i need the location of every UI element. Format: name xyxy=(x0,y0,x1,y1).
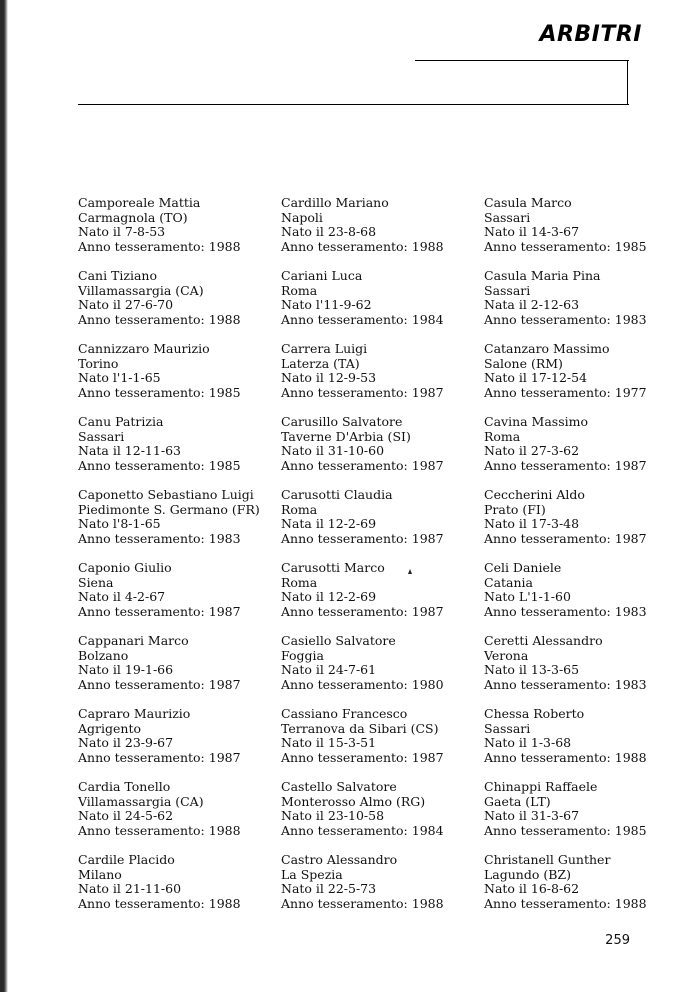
referee-name: Cannizzaro Maurizio xyxy=(78,341,210,356)
referee-city: Salone (RM) xyxy=(484,355,563,371)
referee-birth-date: Nato il 24-5-62 xyxy=(78,808,174,824)
referee-city: Villamassargia (CA) xyxy=(78,793,204,809)
referee-registration-year: Anno tesseramento: 1983 xyxy=(78,530,241,546)
referee-entry xyxy=(281,415,481,488)
page-number: 259 xyxy=(605,933,630,948)
referee-city: Roma xyxy=(484,428,521,444)
referee-registration-year: Anno tesseramento: 1988 xyxy=(78,311,241,327)
referee-entry xyxy=(78,488,278,561)
referee-column-1 xyxy=(78,196,278,926)
referee-registration-year: Anno tesseramento: 1985 xyxy=(484,822,647,838)
referee-city: Foggia xyxy=(281,647,324,663)
referee-birth-date: Nata il 12-11-63 xyxy=(78,443,181,459)
referee-registration-year: Anno tesseramento: 1988 xyxy=(484,749,647,765)
referee-birth-date: Nata il 12-2-69 xyxy=(281,516,377,532)
referee-entry xyxy=(281,488,481,561)
referee-registration-year: Anno tesseramento: 1985 xyxy=(484,238,647,254)
referee-birth-date: Nato il 12-9-53 xyxy=(281,370,377,386)
referee-name: Cavina Massimo xyxy=(484,414,589,429)
referee-name: Casula Maria Pina xyxy=(484,268,601,283)
referee-name: Caponio Giulio xyxy=(78,560,172,575)
referee-birth-date: Nato il 23-10-58 xyxy=(281,808,385,824)
referee-name: Cappanari Marco xyxy=(78,633,189,648)
referee-city: Gaeta (LT) xyxy=(484,793,551,809)
referee-city: Monterosso Almo (RG) xyxy=(281,793,426,809)
referee-name: Castello Salvatore xyxy=(281,779,397,794)
referee-city: Lagundo (BZ) xyxy=(484,866,571,882)
referee-name: Carusotti Claudia xyxy=(281,487,393,502)
referee-registration-year: Anno tesseramento: 1988 xyxy=(281,895,444,911)
referee-registration-year: Anno tesseramento: 1983 xyxy=(484,311,647,327)
referee-entry xyxy=(281,561,481,634)
referee-birth-date: Nato il 19-1-66 xyxy=(78,662,174,678)
referee-name: Castro Alessandro xyxy=(281,852,398,867)
referee-registration-year: Anno tesseramento: 1988 xyxy=(78,238,241,254)
referee-birth-date: Nato l'8-1-65 xyxy=(78,516,161,532)
referee-registration-year: Anno tesseramento: 1985 xyxy=(78,457,241,473)
referee-registration-year: Anno tesseramento: 1987 xyxy=(281,603,444,619)
referee-registration-year: Anno tesseramento: 1988 xyxy=(281,238,444,254)
referee-registration-year: Anno tesseramento: 1987 xyxy=(281,457,444,473)
referee-name: Carusotti Marco xyxy=(281,560,385,575)
referee-name: Cardile Placido xyxy=(78,852,175,867)
referee-registration-year: Anno tesseramento: 1987 xyxy=(484,457,647,473)
referee-birth-date: Nato il 13-3-65 xyxy=(484,662,580,678)
referee-entry xyxy=(78,780,278,853)
header-rule-top xyxy=(415,60,629,61)
referee-name: Cani Tiziano xyxy=(78,268,157,283)
referee-city: Sassari xyxy=(484,209,531,225)
referee-name: Christanell Gunther xyxy=(484,852,611,867)
referee-name: Cariani Luca xyxy=(281,268,363,283)
referee-entry xyxy=(484,707,684,780)
referee-birth-date: Nato il 17-12-54 xyxy=(484,370,588,386)
referee-registration-year: Anno tesseramento: 1987 xyxy=(281,384,444,400)
referee-entry xyxy=(281,780,481,853)
referee-name: Casiello Salvatore xyxy=(281,633,396,648)
referee-entry xyxy=(484,780,684,853)
referee-city: Torino xyxy=(78,355,119,371)
referee-city: Siena xyxy=(78,574,114,590)
referee-entry xyxy=(78,561,278,634)
referee-registration-year: Anno tesseramento: 1984 xyxy=(281,822,444,838)
referee-registration-year: Anno tesseramento: 1984 xyxy=(281,311,444,327)
referee-name: Capraro Maurizio xyxy=(78,706,191,721)
referee-city: Verona xyxy=(484,647,529,663)
referee-city: La Spezia xyxy=(281,866,343,882)
referee-registration-year: Anno tesseramento: 1988 xyxy=(78,822,241,838)
referee-birth-date: Nato il 12-2-69 xyxy=(281,589,377,605)
referee-birth-date: Nato il 4-2-67 xyxy=(78,589,166,605)
referee-registration-year: Anno tesseramento: 1987 xyxy=(78,603,241,619)
referee-city: Milano xyxy=(78,866,122,882)
referee-birth-date: Nato il 15-3-51 xyxy=(281,735,377,751)
referee-city: Terranova da Sibari (CS) xyxy=(281,720,439,736)
referee-name: Caponetto Sebastiano Luigi xyxy=(78,487,254,502)
referee-birth-date: Nato l'11-9-62 xyxy=(281,297,372,313)
referee-entry xyxy=(281,634,481,707)
referee-city: Taverne D'Arbia (SI) xyxy=(281,428,411,444)
referee-registration-year: Anno tesseramento: 1983 xyxy=(484,603,647,619)
referee-city: Laterza (TA) xyxy=(281,355,360,371)
section-title: ARBITRI xyxy=(539,22,642,47)
referee-entry xyxy=(484,269,684,342)
referee-birth-date: Nato l'1-1-65 xyxy=(78,370,161,386)
referee-name: Chessa Roberto xyxy=(484,706,585,721)
referee-birth-date: Nato il 24-7-61 xyxy=(281,662,377,678)
referee-name: Casula Marco xyxy=(484,195,572,210)
referee-entry xyxy=(281,196,481,269)
referee-birth-date: Nata il 2-12-63 xyxy=(484,297,580,313)
referee-entry xyxy=(78,342,278,415)
referee-name: Ceretti Alessandro xyxy=(484,633,603,648)
referee-city: Sassari xyxy=(78,428,125,444)
referee-entry xyxy=(484,853,684,926)
referee-city: Prato (FI) xyxy=(484,501,546,517)
referee-registration-year: Anno tesseramento: 1987 xyxy=(484,530,647,546)
referee-name: Ceccherini Aldo xyxy=(484,487,585,502)
referee-registration-year: Anno tesseramento: 1985 xyxy=(78,384,241,400)
referee-city: Sassari xyxy=(484,282,531,298)
referee-name: Carusillo Salvatore xyxy=(281,414,403,429)
referee-name: Cassiano Francesco xyxy=(281,706,408,721)
referee-birth-date: Nato il 1-3-68 xyxy=(484,735,572,751)
referee-birth-date: Nato il 17-3-48 xyxy=(484,516,580,532)
referee-entry xyxy=(281,853,481,926)
referee-birth-date: Nato il 22-5-73 xyxy=(281,881,377,897)
referee-birth-date: Nato il 31-3-67 xyxy=(484,808,580,824)
referee-birth-date: Nato il 27-6-70 xyxy=(78,297,174,313)
referee-birth-date: Nato il 31-10-60 xyxy=(281,443,385,459)
header-rule-right xyxy=(627,60,628,105)
referee-birth-date: Nato il 7-8-53 xyxy=(78,224,166,240)
referee-entry xyxy=(78,269,278,342)
referee-city: Piedimonte S. Germano (FR) xyxy=(78,501,260,517)
referee-entry xyxy=(281,269,481,342)
referee-birth-date: Nato il 27-3-62 xyxy=(484,443,580,459)
referee-name: Chinappi Raffaele xyxy=(484,779,598,794)
referee-city: Agrigento xyxy=(78,720,142,736)
referee-registration-year: Anno tesseramento: 1977 xyxy=(484,384,647,400)
referee-registration-year: Anno tesseramento: 1987 xyxy=(78,676,241,692)
referee-city: Catania xyxy=(484,574,533,590)
referee-registration-year: Anno tesseramento: 1987 xyxy=(281,530,444,546)
referee-name: Carrera Luigi xyxy=(281,341,368,356)
referee-entry xyxy=(78,853,278,926)
referee-entry xyxy=(484,561,684,634)
print-mark xyxy=(408,569,412,574)
referee-city: Carmagnola (TO) xyxy=(78,209,188,225)
referee-name: Cardia Tonello xyxy=(78,779,171,794)
referee-entry xyxy=(78,634,278,707)
referee-entry xyxy=(484,634,684,707)
referee-city: Roma xyxy=(281,282,318,298)
referee-birth-date: Nato il 14-3-67 xyxy=(484,224,580,240)
referee-registration-year: Anno tesseramento: 1980 xyxy=(281,676,444,692)
referee-name: Catanzaro Massimo xyxy=(484,341,610,356)
referee-registration-year: Anno tesseramento: 1987 xyxy=(78,749,241,765)
referee-registration-year: Anno tesseramento: 1983 xyxy=(484,676,647,692)
referee-name: Camporeale Mattia xyxy=(78,195,201,210)
referee-city: Roma xyxy=(281,574,318,590)
header-rule-bottom xyxy=(78,104,629,105)
referee-birth-date: Nato il 23-9-67 xyxy=(78,735,174,751)
referee-registration-year: Anno tesseramento: 1987 xyxy=(281,749,444,765)
referee-city: Bolzano xyxy=(78,647,129,663)
referee-city: Sassari xyxy=(484,720,531,736)
referee-birth-date: Nato il 21-11-60 xyxy=(78,881,182,897)
referee-city: Roma xyxy=(281,501,318,517)
referee-city: Napoli xyxy=(281,209,323,225)
referee-column-2 xyxy=(281,196,481,926)
referee-entry xyxy=(78,707,278,780)
referee-entry xyxy=(484,342,684,415)
referee-birth-date: Nato L'1-1-60 xyxy=(484,589,571,605)
referee-entry xyxy=(484,415,684,488)
referee-entry xyxy=(281,707,481,780)
referee-name: Cardillo Mariano xyxy=(281,195,389,210)
referee-city: Villamassargia (CA) xyxy=(78,282,204,298)
referee-name: Celi Daniele xyxy=(484,560,562,575)
referee-entry xyxy=(281,342,481,415)
page-binding-edge xyxy=(0,0,8,992)
referee-column-3 xyxy=(484,196,684,926)
referee-registration-year: Anno tesseramento: 1988 xyxy=(78,895,241,911)
referee-birth-date: Nato il 23-8-68 xyxy=(281,224,377,240)
referee-entry xyxy=(484,488,684,561)
referee-entry xyxy=(78,196,278,269)
referee-registration-year: Anno tesseramento: 1988 xyxy=(484,895,647,911)
referee-birth-date: Nato il 16-8-62 xyxy=(484,881,580,897)
referee-entry xyxy=(484,196,684,269)
referee-entry xyxy=(78,415,278,488)
referee-name: Canu Patrizia xyxy=(78,414,164,429)
